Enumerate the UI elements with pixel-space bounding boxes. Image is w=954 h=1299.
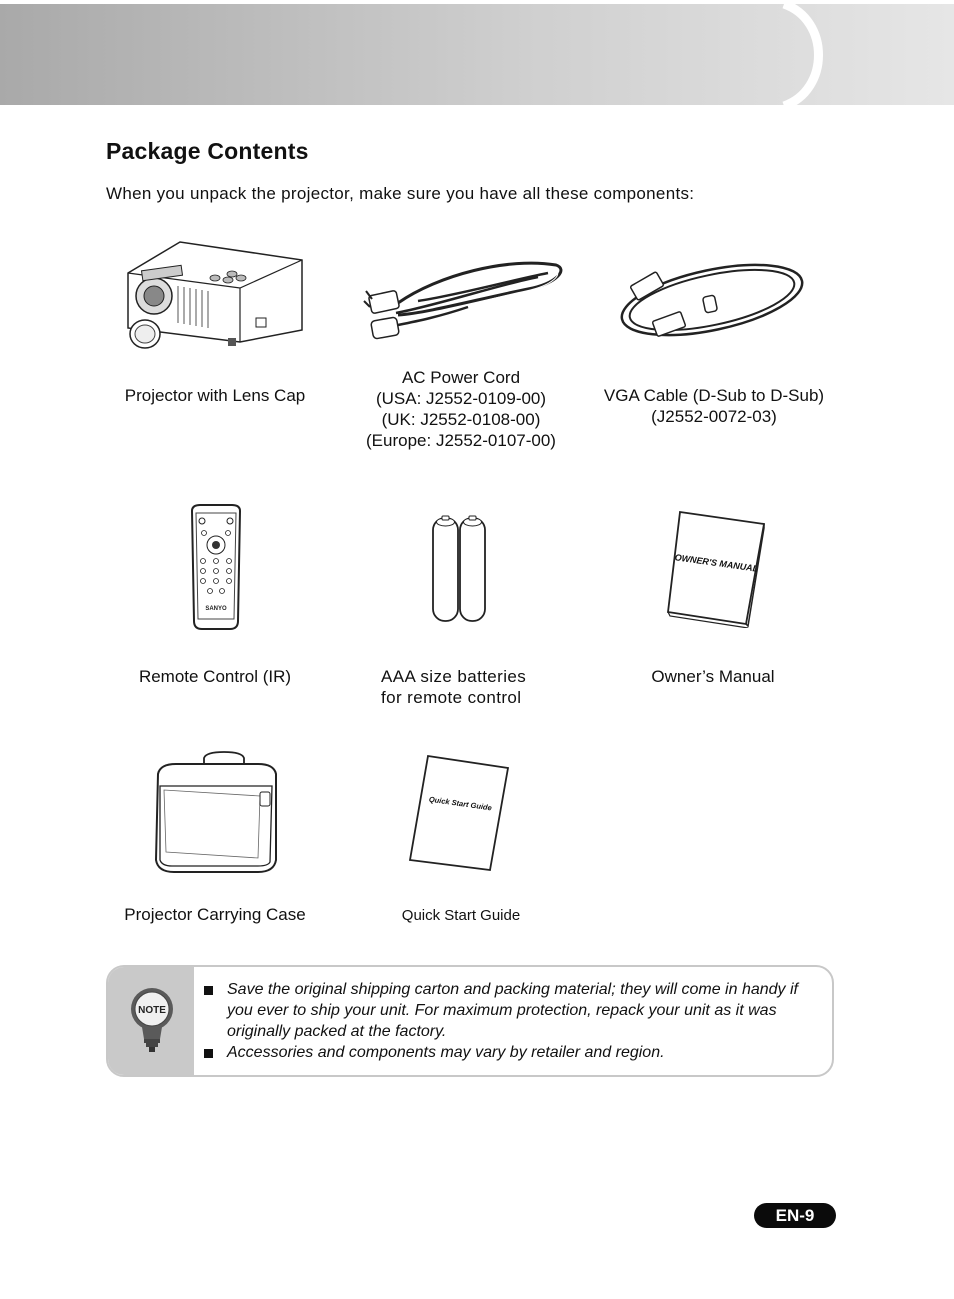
vga-cable-caption: VGA Cable (D-Sub to D-Sub) (J2552-0072-03) [603, 386, 825, 426]
note-box [106, 965, 834, 1077]
remote-brand-label: SANYO [205, 606, 227, 612]
carrying-case-icon [148, 750, 280, 876]
quick-start-guide-caption: Quick Start Guide [401, 907, 521, 924]
page-number-badge: EN-9 [754, 1203, 836, 1228]
manual-cover-title: OWNER'S MANUAL [674, 552, 759, 574]
owners-manual-icon [664, 508, 768, 628]
vga-cable-icon [612, 250, 812, 345]
note-item: Accessories and components may vary by retailer and region. [204, 1042, 814, 1063]
projector-icon [120, 238, 310, 358]
projector-caption: Projector with Lens Cap [124, 386, 306, 405]
guide-cover-title: Quick Start Guide [428, 794, 493, 813]
note-lightbulb-icon [130, 987, 174, 1055]
carrying-case-caption: Projector Carrying Case [124, 905, 306, 924]
batteries-caption: AAA size batteries for remote control [381, 667, 527, 707]
note-item: Save the original shipping carton and packing material; they will come in handy if you ever to ship your unit. For maximum protection, repack your unit as it was originally packed at the factory. [204, 979, 814, 1042]
power-cord-caption: AC Power Cord (USA: J2552-0109-00) (UK: J2552-0108-00) (Europe: J2552-0107-00) [366, 368, 556, 450]
header-arc-decoration [770, 0, 830, 110]
note-list [204, 979, 814, 1063]
page-title: Package Contents [106, 138, 309, 164]
owners-manual-caption: Owner’s Manual [651, 667, 775, 686]
remote-control-icon [186, 503, 246, 633]
bullet-icon [204, 1049, 213, 1058]
bullet-icon [204, 986, 213, 995]
note-icon-panel [108, 967, 194, 1075]
quick-start-guide-icon [406, 754, 514, 874]
batteries-icon [430, 512, 490, 624]
note-icon-label: NOTE [138, 1005, 166, 1016]
remote-control-caption: Remote Control (IR) [138, 667, 292, 686]
power-cord-icon [358, 255, 564, 345]
intro-text: When you unpack the projector, make sure you have all these components: [106, 184, 695, 203]
